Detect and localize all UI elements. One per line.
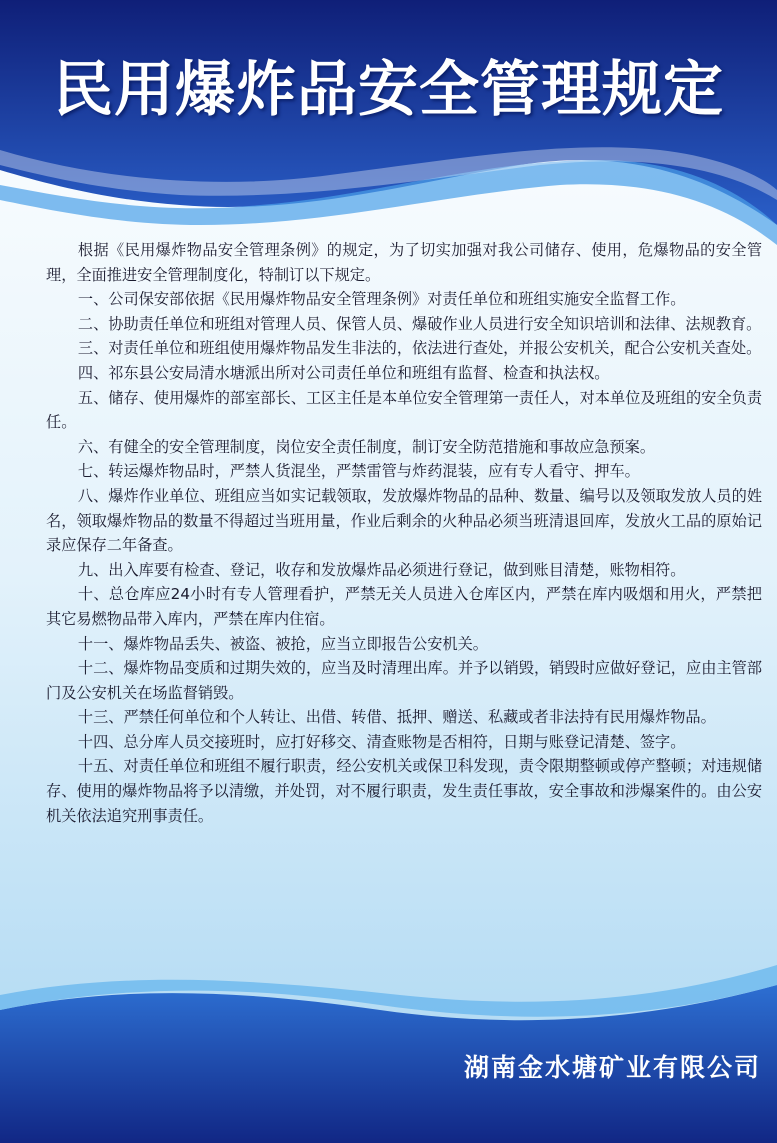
rule-paragraph: 十三、严禁任何单位和个人转让、出借、转借、抵押、赠送、私藏或者非法持有民用爆炸物品。 [77,708,716,727]
rule-paragraph: 六、有健全的安全管理制度，岗位安全责任制度，制订安全防范措施和事故应急预案。 [77,437,656,456]
company-name: 湖南金水塘矿业有限公司 [463,1053,761,1082]
rule-paragraph: 二、协助责任单位和班组对管理人员、保管人员、爆破作业人员进行安全知识培训和法律、法规教育。 [77,314,762,333]
rule-paragraph: 十五、对责任单位和班组不履行职责，经公安机关或保卫科发现，责令限期整顿或停产整顿；对违规储存、使用的爆炸物品将予以清缴，并处罚，对不履行职责，发生责任事故，安全事故和涉爆案件的。由公安机关依法追究刑事责任。 [46,757,762,825]
rule-paragraph: 七、转运爆炸物品时，严禁人货混坐，严禁雷管与炸药混装，应有专人看守、押车。 [77,462,640,481]
rule-paragraph: 十二、爆炸物品变质和过期失效的，应当及时清理出库。并予以销毁，销毁时应做好登记，应由主管部门及公安机关在场监督销毁。 [46,659,762,702]
rule-paragraph: 九、出入库要有检查、登记，收存和发放爆炸品必须进行登记，做到账目清楚，账物相符。 [77,560,686,579]
regulation-body [46,238,762,828]
rule-paragraph: 五、储存、使用爆炸的部室部长、工区主任是本单位安全管理第一责任人，对本单位及班组的安全负责任。 [46,388,762,432]
rule-paragraph: 十四、总分库人员交接班时，应打好移交、清查账物是否相符，日期与账登记清楚、签字。 [77,732,686,751]
rule-paragraph: 十一、爆炸物品丢失、被盗、被抢，应当立即报告公安机关。 [77,634,488,653]
rule-paragraph: 一、公司保安部依据《民用爆炸物品安全管理条例》对责任单位和班组实施安全监督工作。 [77,290,686,309]
intro-paragraph: 根据《民用爆炸物品安全管理条例》的规定，为了切实加强对我公司储存、使用，危爆物品的安全管理，全面推进安全管理制度化，特制订以下规定。 [46,241,762,284]
rule-paragraph: 八、爆炸作业单位、班组应当如实记载领取，发放爆炸物品的品种、数量、编号以及领取发放人员的姓名，领取爆炸物品的数量不得超过当班用量，作业后剩余的火种品必须当班清退回库，发放火工品的原始记录应保存二年备查。 [46,486,762,555]
rule-paragraph: 三、对责任单位和班组使用爆炸物品发生非法的，依法进行查处，并报公安机关，配合公安机关查处。 [77,339,762,358]
rule-paragraph: 十、总仓库应24小时有专人管理看护，严禁无关人员进入仓库区内，严禁在库内吸烟和用火，严禁把其它易燃物品带入库内，严禁在库内住宿。 [46,585,762,628]
page-title: 民用爆炸品安全管理规定 [53,55,724,125]
rule-paragraph: 四、祁东县公安局清水塘派出所对公司责任单位和班组有监督、检查和执法权。 [77,363,610,382]
